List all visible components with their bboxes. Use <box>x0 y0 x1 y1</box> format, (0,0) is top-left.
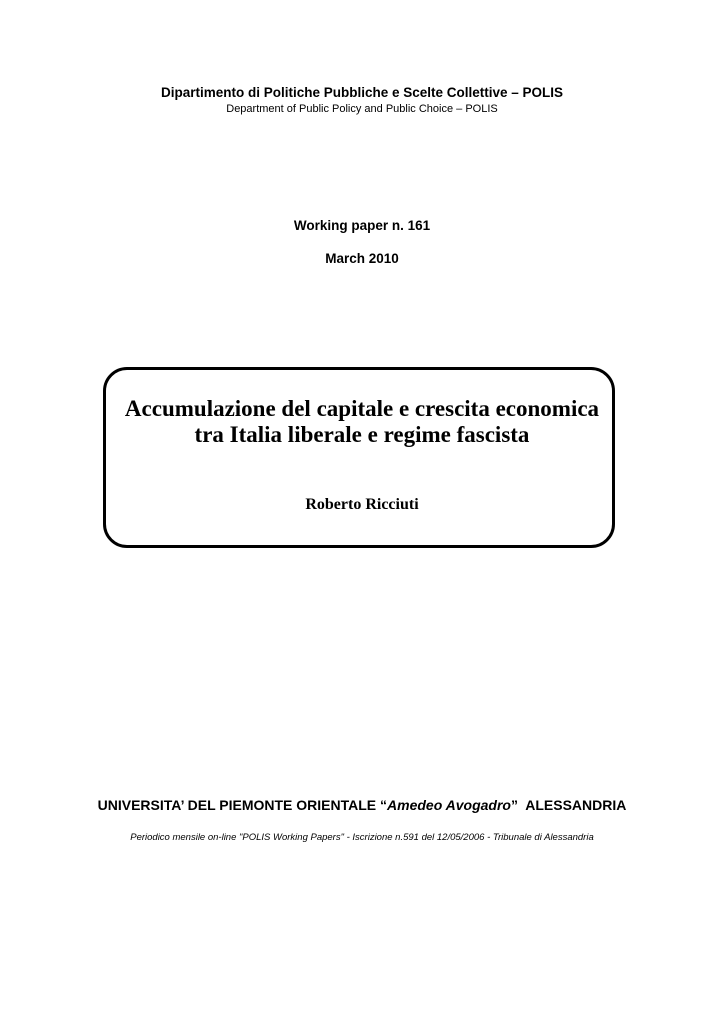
registration-note: Periodico mensile on-line "POLIS Working Papers" - Iscrizione n.591 del 12/05/2006 - Tribunale di Alessandria <box>130 832 594 843</box>
university-city: ” ALESSANDRIA <box>510 797 627 813</box>
paper-title-line-1: Accumulazione del capitale e crescita economica <box>124 396 600 421</box>
university-prefix: UNIVERSITA’ DEL PIEMONTE ORIENTALE “ <box>97 797 388 813</box>
department-name-english: Department of Public Policy and Public Choice – POLIS <box>226 103 498 115</box>
publication-date: March 2010 <box>325 251 399 266</box>
university-name: Amedeo Avogadro <box>387 797 511 813</box>
university-line <box>0 796 724 814</box>
department-name-italian: Dipartimento di Politiche Pubbliche e Scelte Collettive – POLIS <box>160 85 564 100</box>
working-paper-number: Working paper n. 161 <box>293 218 431 233</box>
paper-title-line-2: tra Italia liberale e regime fascista <box>194 422 530 447</box>
author-name: Roberto Ricciuti <box>305 496 419 513</box>
